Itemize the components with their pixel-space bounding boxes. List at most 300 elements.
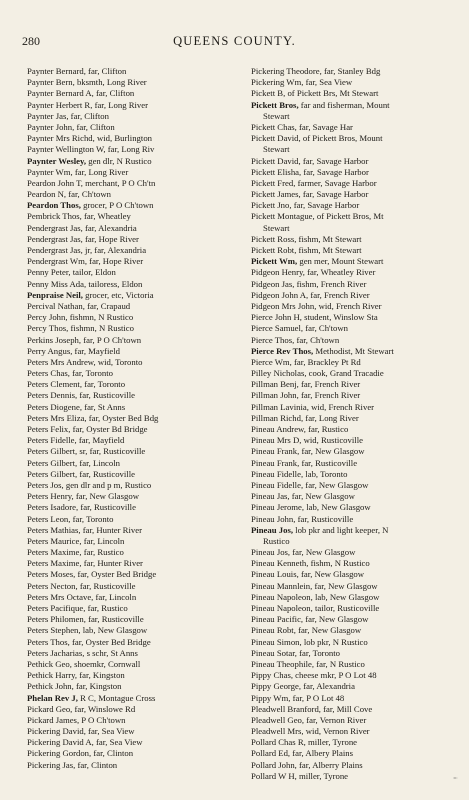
entry-details: lob pkr and light keeper, N	[293, 524, 389, 535]
entry-details: far, Brackley Pt Rd	[291, 356, 361, 367]
entry-details: far, French River	[308, 289, 370, 300]
entry-name: Peters Jacharias,	[27, 647, 85, 658]
entry-details: farmer, Savage Harbor	[295, 177, 377, 188]
entry-name: Pethick Geo,	[27, 658, 72, 669]
directory-entry	[251, 66, 463, 77]
entry-details: R C, Montague Cross	[77, 692, 156, 703]
page-header	[0, 34, 469, 50]
directory-entry	[27, 167, 241, 178]
entry-name: Pineau Sotar,	[251, 647, 297, 658]
entry-details: far, Toronto	[82, 379, 126, 390]
entry-name: Pickett B,	[251, 88, 286, 99]
entry-name: Peters Mrs Octave,	[27, 591, 94, 602]
directory-entry	[27, 368, 241, 379]
directory-entry	[27, 715, 241, 726]
entry-details: far, Long River	[92, 99, 149, 110]
entry-details: far, Wheatley	[81, 211, 131, 222]
entry-details: fishmn, N Rustico	[67, 312, 134, 323]
entry-details: far, Long Riv	[105, 144, 155, 155]
entry-details: bksmth, Long River	[74, 77, 147, 88]
directory-entry	[27, 637, 241, 648]
entry-continuation: Rustico	[263, 535, 290, 546]
entry-details: far, Lincoln	[93, 591, 137, 602]
directory-entry	[27, 502, 241, 513]
entry-details: lob pkr, N Rustico	[301, 636, 368, 647]
entry-details: lab, New Glasgow	[304, 502, 371, 513]
entry-details: far, Rusticoville	[77, 468, 135, 479]
directory-entry	[251, 670, 463, 681]
entry-continuation: Stewart	[263, 144, 290, 155]
entry-name: Pineau Napoleon,	[251, 591, 313, 602]
entry-name: Pethick John,	[27, 681, 74, 692]
entry-details: far, Sea View	[303, 77, 353, 88]
directory-entry	[251, 446, 463, 457]
entry-details: of Pickett Bros, Mount	[300, 133, 383, 144]
entry-name: Pickering Wm,	[251, 77, 304, 88]
directory-entry	[251, 368, 463, 379]
directory-entry	[27, 536, 241, 547]
entry-name: Peters Gilbert,	[27, 446, 78, 457]
entry-details: s schr, St Anns	[84, 647, 138, 658]
directory-entry	[27, 111, 241, 122]
entry-name: Pethick Harry,	[27, 670, 78, 681]
entry-details: far, Toronto	[296, 647, 341, 658]
directory-entry	[251, 491, 463, 502]
directory-entry	[251, 514, 463, 525]
directory-entry	[27, 223, 241, 234]
directory-entry	[251, 156, 463, 167]
entry-name: Pickett Chas,	[251, 121, 297, 132]
entry-details: far, P O Ch'town	[81, 334, 142, 345]
entry-details: of Pickett Brs, Mt Stewart	[285, 88, 379, 99]
directory-entry	[27, 156, 241, 167]
entry-details: far, Lincoln	[81, 535, 125, 546]
entry-details: far, N Rustico	[314, 658, 365, 669]
directory-entry	[251, 346, 463, 357]
entry-details: far, Winslowe Rd	[72, 703, 136, 714]
directory-entry	[251, 402, 463, 413]
entry-name: Peters Thos,	[27, 636, 70, 647]
entry-name: Peters Maurice,	[27, 535, 82, 546]
directory-entry	[27, 514, 241, 525]
entry-name: Pollard John,	[251, 759, 297, 770]
entry-name: Pippy George,	[251, 681, 302, 692]
entry-name: Paynter Bernard A,	[27, 88, 94, 99]
directory-entry	[27, 256, 241, 267]
directory-entry	[251, 77, 463, 88]
entry-name: Peters Isadore,	[27, 502, 79, 513]
entry-details: far, Ch'town	[303, 323, 348, 334]
entry-details: Methodist, Mt Stewart	[313, 345, 394, 356]
entry-details: far, New Glasgow	[290, 547, 356, 558]
directory-entry	[27, 435, 241, 446]
entry-details: far, St Anns	[82, 401, 126, 412]
entry-name: Peters Maxime,	[27, 547, 82, 558]
entry-name: Peters Maxime,	[27, 558, 82, 569]
entry-details: lab, Toronto	[303, 468, 348, 479]
directory-entry	[251, 625, 463, 636]
directory-entry	[27, 267, 241, 278]
directory-entry	[27, 558, 241, 569]
entry-name: Pineau Fidelle,	[251, 468, 304, 479]
entry-name: Paynter Bernard,	[27, 66, 86, 76]
directory-entry	[27, 681, 241, 692]
entry-details: far, Rusticoville	[77, 390, 135, 401]
entry-details: far, Clifton	[85, 66, 127, 76]
entry-name: Pickering David A,	[27, 737, 94, 748]
directory-entry	[251, 704, 463, 715]
entry-details: far, Rustico	[81, 547, 124, 558]
directory-entry	[27, 245, 241, 256]
entry-name: Peters Stephen,	[27, 625, 81, 636]
entry-details: far, New Glasgow	[312, 580, 378, 591]
entry-details: far, Stanley Bdg	[321, 66, 381, 76]
directory-entry	[251, 413, 463, 424]
entry-name: Pineau Jos,	[251, 547, 291, 558]
entry-details: far, P O Lot 48	[290, 692, 345, 703]
directory-entry	[251, 737, 463, 748]
entry-details: far, New Glasgow	[303, 614, 369, 625]
directory-entry	[251, 267, 463, 278]
directory-entry	[27, 402, 241, 413]
directory-entry	[27, 569, 241, 580]
entry-name: Penny Miss Ada,	[27, 278, 87, 289]
directory-entry	[27, 480, 241, 491]
entry-details: cheese mkr, P O Lot 48	[293, 670, 377, 681]
entry-name: Pickett Ross,	[251, 233, 297, 244]
entry-name: Paynter Jas,	[27, 110, 69, 121]
directory-entry	[251, 480, 463, 491]
directory-entry	[27, 659, 241, 670]
entry-name: Peardon Thos,	[27, 200, 81, 211]
directory-entry	[251, 592, 463, 603]
entry-details: far, New Glasgow	[299, 446, 365, 457]
entry-details: far, New Glasgow	[73, 491, 140, 502]
entry-details: far, Mayfield	[76, 435, 125, 446]
entry-details: far, New Glasgow	[303, 479, 369, 490]
entry-name: Paynter Bern,	[27, 77, 75, 88]
entry-name: Pineau Mrs D,	[251, 435, 302, 446]
entry-name: Pidgeon Henry,	[251, 267, 305, 278]
directory-entry	[251, 771, 463, 782]
directory-entry	[27, 760, 241, 771]
directory-entry	[27, 693, 241, 704]
entry-name: Pierce Thos,	[251, 334, 295, 345]
entry-name: Pickett Bros,	[251, 99, 299, 110]
entry-name: Pickard James,	[27, 714, 80, 725]
directory-entry	[27, 592, 241, 603]
entry-name: Pickett James,	[251, 189, 301, 200]
entry-details: far, Kingston	[77, 670, 125, 681]
directory-entry	[251, 379, 463, 390]
entry-details: far, Kingston	[73, 681, 122, 692]
directory-entry	[27, 748, 241, 759]
entry-details: gen dlr, N Rustico	[86, 155, 152, 166]
entry-name: Pickett David,	[251, 155, 301, 166]
entry-name: Pleadwell Mrs,	[251, 726, 304, 737]
page-number: 280	[22, 34, 40, 48]
entry-details: far, French River	[298, 379, 361, 390]
directory-entry	[251, 88, 463, 99]
entry-details: jr, far, Alexandria	[82, 245, 147, 255]
entry-details: wid, Toronto	[95, 356, 143, 367]
entry-name: Pollard W H,	[251, 770, 297, 781]
entry-details: far, Clinton	[75, 759, 118, 770]
directory-entry	[27, 603, 241, 614]
entry-name: Peardon N,	[27, 189, 67, 200]
entry-name: Peters Felix,	[27, 424, 71, 434]
directory-entry	[27, 357, 241, 368]
entry-name: Peters Philomen,	[27, 614, 86, 625]
directory-entry	[251, 648, 463, 659]
entry-name: Perry Angus,	[27, 345, 73, 356]
entry-details: far, Rusticoville	[77, 580, 136, 591]
directory-entry	[27, 77, 241, 88]
entry-details: grocer, P O Ch'town	[80, 200, 154, 211]
entry-name: Pineau Robt,	[251, 625, 296, 636]
directory-entry	[251, 681, 463, 692]
entry-name: Pierce Rev Thos,	[251, 345, 314, 356]
entry-name: Peters Mathias,	[27, 524, 81, 535]
entry-details: far, Toronto	[70, 513, 114, 524]
page-title: QUEENS COUNTY.	[173, 34, 296, 48]
entry-name: Pickering Gordon,	[27, 748, 92, 759]
entry-continuation: Stewart	[263, 110, 290, 121]
entry-details: far, Ch'town	[66, 189, 111, 200]
directory-entry	[27, 704, 241, 715]
entry-name: Paynter Mrs Richd,	[27, 133, 95, 144]
directory-entry	[251, 279, 463, 290]
directory-entry	[251, 693, 463, 704]
entry-details: far, Rustico	[85, 603, 128, 613]
entry-details: cook, Grand Tracadie	[306, 368, 384, 379]
entry-details: fishmn, N Rustico	[68, 323, 134, 334]
directory-entry	[27, 413, 241, 424]
entry-details: far, French River	[298, 390, 361, 401]
entry-name: Pineau Simon,	[251, 636, 302, 647]
entry-details: far, Mill Cove	[320, 703, 373, 714]
directory-entry	[251, 435, 463, 446]
directory-entry	[27, 390, 241, 401]
entry-details: far, Vernon River	[304, 714, 367, 725]
entry-name: Peters Henry,	[27, 491, 74, 502]
entry-details: far, Long River	[72, 166, 129, 177]
directory-entry	[251, 502, 463, 513]
entry-name: Pineau Jerome,	[251, 502, 305, 513]
entry-details: miller, Tyrone	[296, 770, 349, 781]
entry-name: Peters Leon,	[27, 513, 71, 524]
entry-name: Pineau Mannlein,	[251, 580, 313, 591]
entry-details: wid, Rusticoville	[301, 435, 363, 446]
entry-details: far, Long River	[303, 412, 359, 423]
entry-details: far, Oyster Bd Bridge	[70, 424, 148, 434]
entry-details: wid, French River	[316, 300, 382, 311]
entry-details: far, Savage Harbor	[300, 155, 369, 166]
entry-name: Pickering Jas,	[27, 759, 76, 770]
directory-entry	[27, 737, 241, 748]
entry-name: Pendergrast Jas,	[27, 245, 83, 255]
entry-name: Pidgeon Mrs John,	[251, 300, 317, 311]
entry-details: far, Oyster Bed Bdg	[86, 412, 159, 423]
left-column	[27, 66, 241, 771]
directory-entry	[251, 200, 463, 211]
entry-name: Pollard Chas R,	[251, 737, 306, 748]
directory-entry	[27, 458, 241, 469]
directory-entry	[251, 637, 463, 648]
entry-details: tailor, Rusticoville	[312, 603, 380, 613]
entry-details: fishm, Mt Stewart	[296, 245, 362, 255]
entry-details: far, Hunter River	[81, 558, 143, 569]
directory-entry	[251, 323, 463, 334]
directory-entry	[251, 659, 463, 670]
directory-entry	[251, 603, 463, 614]
entry-details: tailor, Eldon	[70, 267, 116, 278]
entry-name: Pillman Richd,	[251, 412, 304, 423]
entry-details: far, Oyster Bed Bridge	[75, 569, 157, 580]
directory-entry	[251, 335, 463, 346]
directory-entry	[27, 547, 241, 558]
directory-entry	[251, 715, 463, 726]
entry-name: Peters Gilbert,	[27, 468, 78, 479]
directory-entry	[27, 290, 241, 301]
entry-name: Pickett Montague,	[251, 211, 315, 222]
entry-name: Peters Dennis,	[27, 390, 78, 401]
entry-details: lab, New Glasgow	[312, 591, 380, 602]
entry-name: Pickett Elisha,	[251, 166, 302, 177]
entry-name: Pierce Samuel,	[251, 323, 304, 334]
directory-entry	[251, 189, 463, 200]
entry-details: far, Alexandria	[82, 222, 137, 233]
entry-details: far, Crapaud	[84, 300, 131, 311]
directory-entry	[27, 144, 241, 155]
directory-entry	[251, 469, 463, 480]
entry-name: Peters Mrs Eliza,	[27, 412, 87, 423]
entry-name: Pickett David,	[251, 133, 301, 144]
entry-details: gen mer, Mount Stewart	[297, 256, 384, 267]
entry-name: Pickering Theodore,	[251, 66, 322, 76]
entry-name: Perkins Joseph,	[27, 334, 82, 345]
entry-name: Pillman John,	[251, 390, 299, 401]
entry-name: Pickering David,	[27, 726, 86, 737]
entry-name: Pineau Frank,	[251, 457, 300, 468]
directory-entry	[27, 133, 241, 144]
entry-name: Percy Thos,	[27, 323, 69, 334]
entry-name: Pineau Fidelle,	[251, 479, 304, 490]
directory-entry	[27, 66, 241, 77]
entry-details: far, Clifton	[74, 121, 115, 132]
entry-details: merchant, P O Ch'tn	[82, 177, 156, 188]
entry-continuation: Stewart	[263, 222, 290, 233]
entry-name: Pembrick Thos,	[27, 211, 82, 222]
entry-details: far, Hope River	[87, 256, 144, 267]
directory-entry	[251, 234, 463, 245]
directory-entry	[27, 301, 241, 312]
entry-details: fishm, French River	[294, 278, 367, 289]
entry-details: far, Clifton	[68, 110, 109, 121]
directory-entry	[251, 547, 463, 558]
entry-details: grocer, etc, Victoria	[82, 289, 154, 300]
entry-details: far, Alberry Plains	[296, 759, 363, 770]
entry-details: far, Toronto	[69, 368, 113, 379]
entry-name: Pollard Ed,	[251, 748, 291, 759]
directory-entry	[27, 379, 241, 390]
entry-name: Peters Clement,	[27, 379, 83, 390]
directory-entry	[27, 189, 241, 200]
entry-details: far, Rusticoville	[85, 614, 144, 625]
directory-entry	[27, 100, 241, 111]
entry-details: far, Sea View	[93, 737, 143, 748]
directory-entry	[27, 211, 241, 222]
directory-entry	[27, 88, 241, 99]
entry-name: Paynter Wm,	[27, 166, 73, 177]
directory-entry	[27, 424, 241, 435]
margin-mark: ǂ	[450, 777, 457, 779]
directory-entry	[251, 245, 463, 256]
entry-details: far, Rustico	[305, 424, 349, 434]
directory-entry	[251, 458, 463, 469]
entry-name: Peters Diogene,	[27, 401, 83, 412]
directory-entry	[27, 279, 241, 290]
entry-name: Pidgeon John A,	[251, 289, 309, 300]
entry-details: P O Ch'town	[79, 714, 126, 725]
entry-name: Pineau Napoleon,	[251, 603, 313, 613]
entry-name: Pineau Frank,	[251, 446, 300, 457]
entry-name: Pleadwell Geo,	[251, 714, 305, 725]
right-column	[251, 66, 463, 782]
entry-details: far, Clinton	[91, 748, 134, 759]
entry-name: Pineau Jos,	[251, 524, 293, 535]
entry-details: tailoress, Eldon	[86, 278, 143, 289]
entry-name: Peters Necton,	[27, 580, 78, 591]
entry-details: wid, Vernon River	[303, 726, 370, 737]
entry-name: Peters Gilbert,	[27, 457, 78, 468]
entry-name: Pierce John H,	[251, 312, 302, 323]
directory-entry	[251, 178, 463, 189]
entry-details: of Pickett Bros, Mt	[314, 211, 384, 222]
entry-name: Pickett Jno,	[251, 200, 292, 211]
directory-entry	[27, 581, 241, 592]
entry-name: Pendergrast Wm,	[27, 256, 87, 267]
directory-entry	[251, 726, 463, 737]
directory-entry	[251, 133, 463, 144]
entry-details: fishm, Mt Stewart	[296, 233, 362, 244]
directory-entry	[27, 234, 241, 245]
entry-name: Pineau Jas,	[251, 491, 290, 502]
entry-details: far, New Glasgow	[295, 625, 362, 636]
entry-name: Percy John,	[27, 312, 68, 323]
entry-name: Pineau John,	[251, 513, 296, 524]
entry-name: Pippy Wm,	[251, 692, 291, 703]
entry-details: far, Clifton	[93, 88, 135, 99]
entry-details: far and fisherman, Mount	[298, 99, 390, 110]
entry-details: far, Oyster Bed Bridge	[69, 636, 151, 647]
entry-details: far, Sea View	[85, 726, 135, 737]
directory-entry	[251, 390, 463, 401]
directory-entry	[251, 760, 463, 771]
directory-entry	[251, 312, 463, 323]
directory-entry	[27, 335, 241, 346]
directory-entry	[27, 726, 241, 737]
entry-name: Paynter Herbert R,	[27, 99, 93, 110]
entry-name: Peters Fidelle,	[27, 435, 77, 446]
entry-details: sr, far, Rusticoville	[77, 446, 146, 457]
entry-details: far, New Glasgow	[289, 491, 355, 502]
entry-name: Paynter Wellington W,	[27, 144, 106, 155]
entry-name: Paynter Wesley,	[27, 155, 87, 166]
directory-entry	[251, 614, 463, 625]
entry-details: gen dlr and p m, Rustico	[63, 479, 152, 490]
entry-details: far, Albery Plains	[290, 748, 353, 759]
